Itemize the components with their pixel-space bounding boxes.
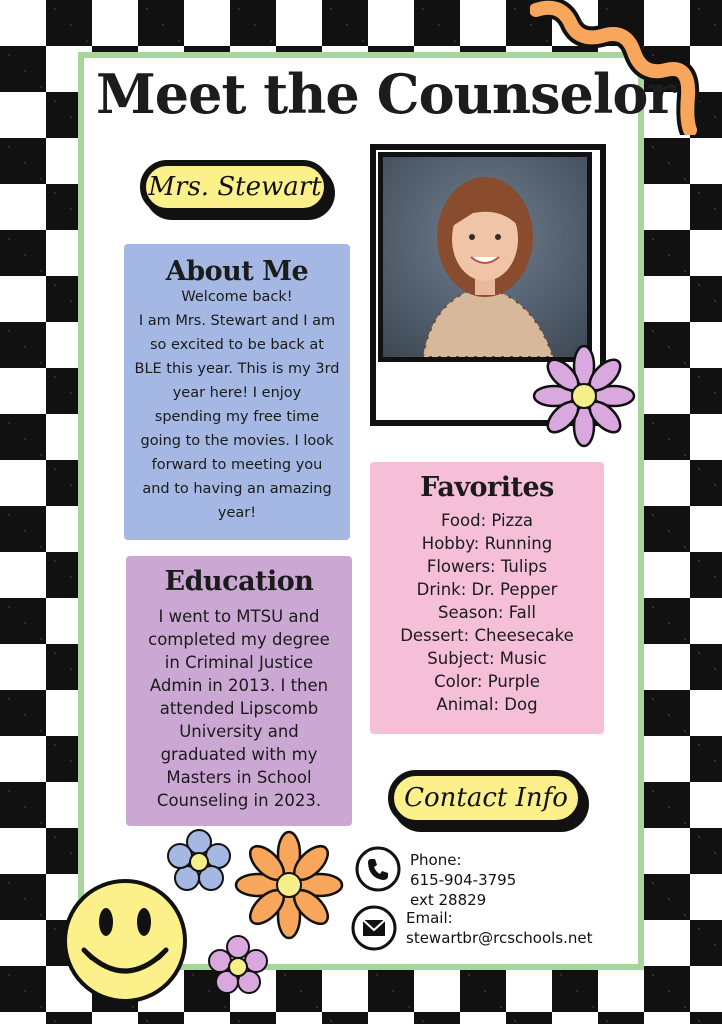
purple-flower-small-decoration bbox=[206, 934, 270, 998]
contact-info-pill: Contact Info bbox=[388, 770, 584, 826]
about-line: year here! I enjoy bbox=[172, 385, 302, 401]
favorite-item: Food: Pizza bbox=[441, 511, 533, 530]
favorite-item: Hobby: Running bbox=[421, 534, 553, 553]
favorite-item: Subject: Music bbox=[427, 649, 547, 668]
email-label: Email: bbox=[406, 909, 453, 927]
about-greeting: Welcome back! bbox=[181, 289, 293, 305]
phone-number[interactable]: 615-904-3795 bbox=[410, 871, 517, 889]
favorites-list bbox=[380, 509, 594, 716]
counselor-name-pill: Mrs. Stewart bbox=[140, 160, 330, 214]
purple-flower-large-decoration bbox=[532, 344, 636, 448]
phone-label: Phone: bbox=[410, 851, 462, 869]
about-line: forward to meeting you bbox=[151, 457, 323, 473]
about-line: year! bbox=[217, 505, 257, 521]
page-title: Meet the Counselor bbox=[96, 62, 675, 126]
education-text: I went to MTSU and completed my degree in Criminal Justice Admin in 2013. I then attended Lipscomb University and graduated with my Masters in School Counseling in 2023. bbox=[148, 607, 330, 810]
about-body bbox=[134, 309, 340, 525]
orange-flower-decoration bbox=[234, 830, 344, 940]
smiley-face-decoration bbox=[60, 876, 190, 1006]
favorite-item: Color: Purple bbox=[434, 672, 540, 691]
favorites-section bbox=[370, 462, 604, 734]
about-line: BLE this year. This is my 3rd bbox=[134, 361, 340, 377]
about-line: going to the movies. I look bbox=[140, 433, 334, 449]
phone-icon bbox=[354, 845, 402, 893]
about-me-section bbox=[124, 244, 350, 540]
favorite-item: Dessert: Cheesecake bbox=[400, 626, 574, 645]
favorite-item: Animal: Dog bbox=[436, 695, 538, 714]
about-line: I am Mrs. Stewart and I am bbox=[138, 313, 336, 329]
favorite-item: Drink: Dr. Pepper bbox=[416, 580, 558, 599]
education-section bbox=[126, 556, 352, 826]
email-block bbox=[406, 908, 593, 948]
email-address[interactable]: stewartbr@rcschools.net bbox=[406, 929, 593, 947]
favorite-item: Flowers: Tulips bbox=[426, 557, 548, 576]
education-heading: Education bbox=[164, 566, 314, 597]
favorite-item: Season: Fall bbox=[438, 603, 536, 622]
about-line: spending my free time bbox=[154, 409, 320, 425]
portrait-illustration bbox=[383, 157, 587, 357]
phone-block bbox=[410, 850, 516, 910]
favorites-heading: Favorites bbox=[420, 472, 554, 503]
counselor-photo bbox=[378, 152, 592, 362]
about-line: so excited to be back at bbox=[150, 337, 324, 353]
email-icon bbox=[350, 904, 398, 952]
about-me-heading: About Me bbox=[165, 256, 309, 287]
about-line: and to having an amazing bbox=[142, 481, 332, 497]
phone-extension: ext 28829 bbox=[410, 891, 487, 909]
